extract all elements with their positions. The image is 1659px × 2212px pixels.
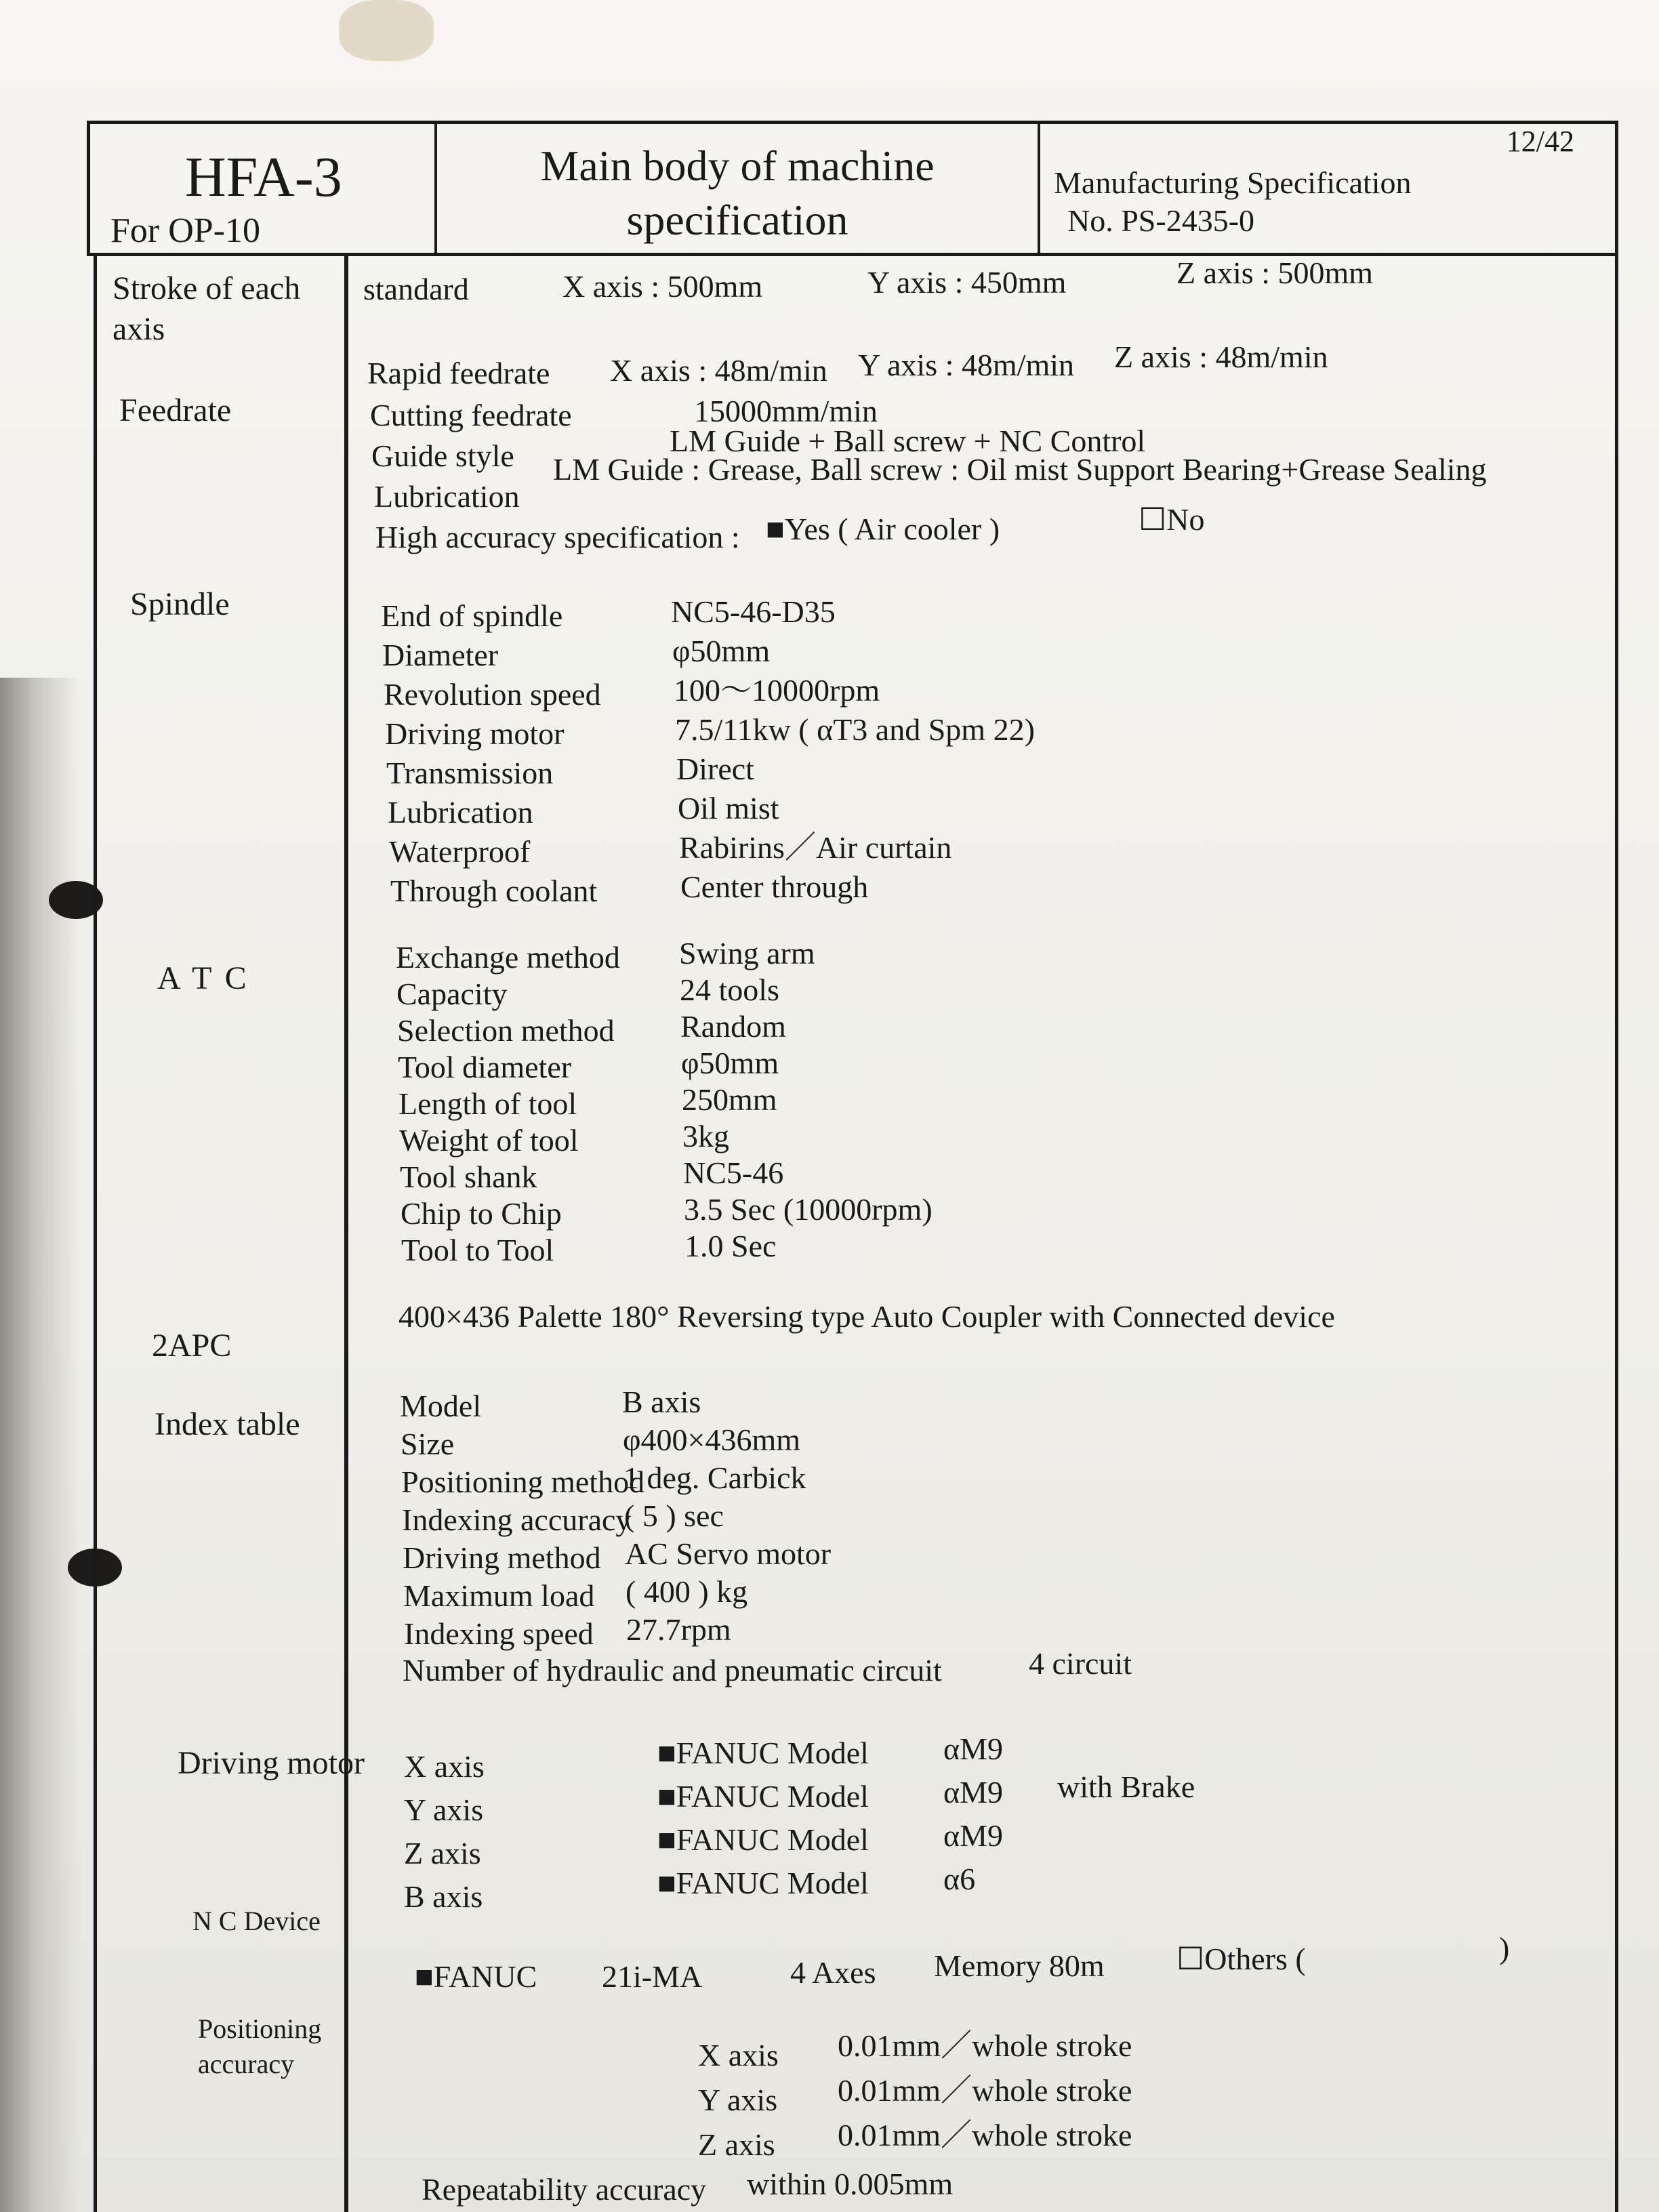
motor-model: ■FANUC Model	[657, 1779, 869, 1814]
index-row-label: Driving method	[403, 1540, 601, 1575]
nc-maker: ■FANUC	[415, 1959, 537, 1994]
positioning-value: 0.01mm／whole stroke	[838, 2118, 1132, 2152]
section-label-spindle: Spindle	[130, 586, 230, 622]
section-label-stroke	[112, 268, 300, 350]
atc-row-label: Weight of tool	[399, 1123, 579, 1158]
section-label-index-table: Index table	[155, 1406, 300, 1442]
spindle-row-value: Rabirins／Air curtain	[679, 830, 952, 865]
atc-row-value: 250mm	[682, 1082, 777, 1117]
spindle-row-value: Center through	[680, 869, 869, 904]
document-title	[437, 124, 1038, 247]
atc-row-value: 24 tools	[680, 972, 779, 1007]
spindle-row-value: NC5-46-D35	[671, 594, 836, 629]
atc-row-value: NC5-46	[683, 1155, 784, 1190]
atc-row-label: Tool diameter	[398, 1050, 572, 1084]
motor-type: αM9	[943, 1775, 1004, 1809]
page-number: 12/42	[1506, 125, 1574, 158]
stroke-label-line1: Stroke of each	[112, 270, 301, 306]
stroke-standard: standard	[363, 272, 469, 306]
lubrication-label: Lubrication	[374, 479, 520, 514]
title-line-2: specification	[626, 196, 848, 244]
index-row-label: Indexing speed	[404, 1616, 594, 1651]
spindle-row-label: Revolution speed	[384, 677, 601, 712]
atc-row-label: Exchange method	[396, 940, 620, 975]
spindle-row-label: Lubrication	[388, 795, 533, 830]
positioning-value: 0.01mm／whole stroke	[838, 2073, 1132, 2108]
index-row-label: Positioning method	[401, 1465, 645, 1499]
stroke-y: Y axis : 450mm	[867, 265, 1067, 300]
index-row-label: Maximum load	[403, 1578, 595, 1613]
high-accuracy-no: ☐No	[1139, 502, 1205, 537]
motor-axis: B axis	[404, 1879, 483, 1914]
atc-row-label: Capacity	[396, 977, 508, 1011]
index-row-value: 1 deg. Carbick	[623, 1460, 806, 1495]
operation-number: For OP-10	[110, 211, 261, 250]
positioning-label-line2: accuracy	[198, 2049, 295, 2079]
atc-row-value: Swing arm	[679, 936, 815, 970]
section-label-apc: 2APC	[152, 1328, 232, 1364]
section-label-nc-device: N C Device	[192, 1906, 321, 1936]
paper-stain	[339, 0, 434, 61]
section-label-driving-motor: Driving motor	[178, 1745, 365, 1781]
header-model-cell	[90, 124, 437, 253]
stroke-x: X axis : 500mm	[562, 269, 763, 304]
stroke-z: Z axis : 500mm	[1176, 255, 1374, 290]
index-row-value: B axis	[622, 1385, 701, 1419]
atc-row-value: φ50mm	[681, 1046, 779, 1080]
motor-model: ■FANUC Model	[657, 1822, 869, 1857]
header-title-cell	[437, 124, 1040, 253]
index-row-label: Size	[401, 1427, 455, 1461]
repeatability-value: within 0.005mm	[747, 2167, 954, 2201]
nc-memory: Memory 80m	[934, 1948, 1105, 1983]
motor-axis: Z axis	[404, 1836, 481, 1870]
header-docno-cell	[1040, 124, 1615, 253]
stroke-label-line2: axis	[112, 311, 165, 347]
spec-header	[87, 121, 1618, 256]
motor-model: ■FANUC Model	[657, 1866, 869, 1900]
atc-row-label: Tool shank	[400, 1160, 537, 1194]
positioning-axis: X axis	[698, 2038, 779, 2072]
column-divider	[344, 256, 348, 2212]
atc-row-label: Tool to Tool	[401, 1233, 554, 1267]
cutting-feedrate-value: 15000mm/min	[694, 394, 878, 428]
spec-body-frame	[94, 256, 1618, 2212]
spindle-row-label: Driving motor	[385, 716, 565, 751]
circuit-label: Number of hydraulic and pneumatic circuit	[403, 1653, 942, 1687]
index-row-label: Indexing accuracy	[402, 1502, 632, 1537]
high-accuracy-label: High accuracy specification :	[375, 520, 740, 554]
nc-others: ☐Others (	[1176, 1942, 1306, 1976]
cutting-feedrate-label: Cutting feedrate	[370, 398, 572, 432]
motor-type: αM9	[943, 1732, 1004, 1766]
document-number: No. PS-2435-0	[1067, 203, 1255, 238]
guide-style-value: LM Guide + Ball screw + NC Control	[670, 424, 1146, 458]
atc-row-value: 3kg	[682, 1119, 729, 1153]
spindle-row-label: Waterproof	[389, 834, 531, 869]
positioning-axis: Z axis	[698, 2127, 775, 2162]
index-row-value: ( 400 ) kg	[626, 1574, 748, 1609]
rapid-z: Z axis : 48m/min	[1114, 340, 1328, 374]
atc-row-label: Length of tool	[398, 1086, 577, 1121]
nc-others-close: )	[1499, 1931, 1510, 1965]
spindle-row-value: Direct	[676, 752, 754, 786]
model-name: HFA-3	[185, 146, 342, 209]
motor-note: with Brake	[1057, 1769, 1195, 1804]
rapid-feedrate-label: Rapid feedrate	[367, 356, 550, 390]
positioning-axis: Y axis	[698, 2083, 778, 2117]
nc-axes: 4 Axes	[790, 1955, 876, 1990]
section-label-feedrate: Feedrate	[119, 392, 232, 428]
manufacturing-label: Manufacturing Specification	[1054, 165, 1412, 200]
nc-model: 21i-MA	[602, 1959, 703, 1994]
motor-type: αM9	[943, 1818, 1004, 1853]
rapid-y: Y axis : 48m/min	[858, 348, 1075, 382]
repeatability-label: Repeatability accuracy	[422, 2172, 707, 2207]
guide-style-label: Guide style	[371, 438, 514, 473]
spindle-row-label: Transmission	[386, 756, 554, 790]
spindle-row-value: Oil mist	[678, 791, 779, 825]
motor-axis: X axis	[404, 1749, 485, 1784]
section-label-positioning	[198, 2011, 321, 2082]
index-row-value: φ400×436mm	[623, 1422, 801, 1457]
spindle-row-label: End of spindle	[381, 598, 563, 633]
apc-value: 400×436 Palette 180° Reversing type Auto Coupler with Connected device	[398, 1299, 1335, 1334]
motor-type: α6	[943, 1862, 976, 1896]
atc-row-value: 1.0 Sec	[684, 1229, 777, 1263]
lubrication-value: LM Guide : Grease, Ball screw : Oil mist Support Bearing+Grease Sealing	[553, 452, 1487, 487]
rapid-x: X axis : 48m/min	[610, 353, 827, 388]
atc-row-label: Chip to Chip	[401, 1196, 562, 1231]
positioning-value: 0.01mm／whole stroke	[838, 2028, 1132, 2063]
title-line-1: Main body of machine	[540, 142, 935, 190]
index-row-value: 27.7rpm	[626, 1612, 731, 1647]
motor-model: ■FANUC Model	[657, 1736, 869, 1770]
atc-row-label: Selection method	[397, 1013, 615, 1048]
spindle-row-label: Diameter	[382, 638, 499, 672]
atc-row-value: Random	[680, 1009, 786, 1044]
motor-axis: Y axis	[404, 1793, 484, 1827]
index-row-label: Model	[400, 1389, 482, 1423]
spindle-row-value: 100〜10000rpm	[674, 673, 880, 708]
spindle-row-value: φ50mm	[672, 634, 771, 668]
positioning-label-line1: Positioning	[198, 2013, 322, 2044]
index-row-value: AC Servo motor	[625, 1536, 832, 1571]
high-accuracy-yes: ■Yes ( Air cooler )	[766, 512, 1000, 546]
index-row-value: ( 5 ) sec	[624, 1498, 724, 1533]
circuit-value: 4 circuit	[1029, 1646, 1132, 1681]
spindle-row-value: 7.5/11kw ( αT3 and Spm 22)	[675, 712, 1035, 747]
spindle-row-label: Through coolant	[390, 874, 598, 908]
atc-row-value: 3.5 Sec (10000rpm)	[684, 1192, 933, 1227]
section-label-atc: A T C	[157, 960, 249, 996]
